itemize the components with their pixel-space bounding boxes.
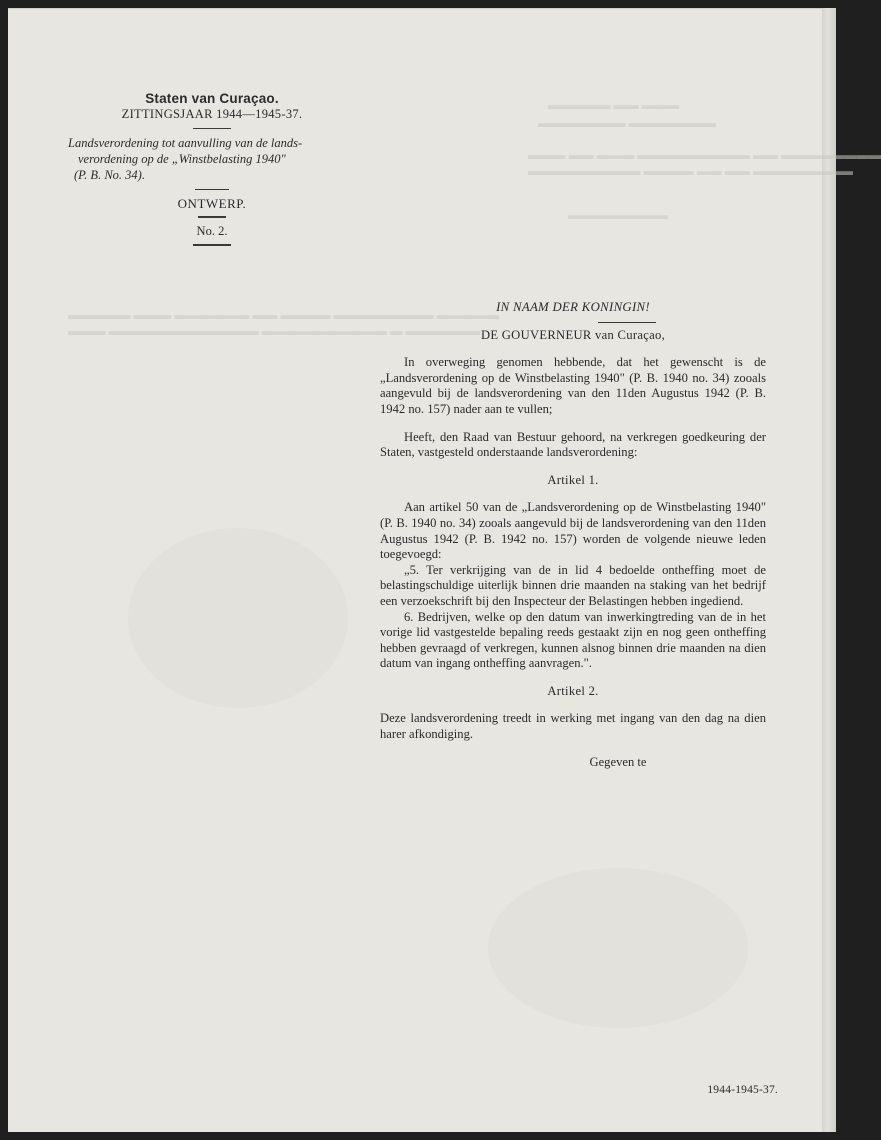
page-top-edge	[8, 8, 836, 9]
document-page	[8, 8, 881, 1132]
article-1-member-6: 6. Bedrijven, welke op den datum van inwerkingtreding van de in het vorige lid vastgestelde bepaling reeds gestaakt zijn en nog geen ontheffing hebben gevraagd of verkregen, kunnen alsnog binnen drie maanden na dien datum van ingang ontheffing aanvragen.".	[380, 609, 766, 671]
bleed-through-mark: ▬▬▬▬▬▬▬ ▬▬▬▬▬▬▬	[538, 116, 717, 130]
article-1-intro: Aan artikel 50 van de „Landsverordening op de Winstbelasting 1940" (P. B. 1940 no. 34) zooals aangevuld bij de landsverordening van den 11den Augustus 1942 (P. B. 1942 no. 157) worden de volgende nieuwe leden toegevoegd:	[380, 500, 766, 562]
draft-label: ONTWERP.	[177, 196, 247, 211]
spacer	[380, 743, 766, 755]
draft-number: No. 2.	[196, 224, 228, 238]
considering-paragraph: In overweging genomen hebbende, dat het gewenscht is de „Landsverordening op de Winstbelasting 1940" (P. B. 1940 no. 34) zooals aangevuld bij de landsverordening van den 11den Augustus 1942 (P. B. 1942 no. 157) nader aan te vullen;	[380, 355, 766, 416]
article-2-heading: Artikel 2.	[547, 683, 599, 698]
header-divider	[193, 244, 231, 246]
document-reference: 1944-1945-37.	[707, 1084, 778, 1096]
body-divider	[598, 322, 656, 323]
royal-invocation: IN NAAM DER KONINGIN!	[496, 300, 650, 314]
header-divider	[198, 216, 226, 218]
bleed-through-mark: ▬▬▬▬▬ ▬▬▬▬▬▬▬▬ ▬▬▬▬ ▬▬ ▬▬▬▬▬▬ ▬▬▬ ▬▬▬▬▬	[68, 308, 500, 322]
article-1-member-5: „5. Ter verkrijging van de in lid 4 bedoelde ontheffing moet de belastingschuldige uiterlijk binnen drie maanden na staking van het bedrijf een verzoekschrift bij den Inspecteur der Belastingen hebben ingediend.	[380, 562, 766, 608]
paper-stain	[128, 528, 348, 708]
article-1-heading: Artikel 1.	[547, 472, 599, 487]
ordinance-body	[380, 300, 766, 770]
header-divider	[195, 189, 229, 190]
enacting-paragraph: Heeft, den Raad van Bestuur gehoord, na verkregen goedkeuring der Staten, vastgesteld onderstaande landsverordening:	[380, 429, 766, 460]
spacer	[380, 461, 766, 473]
article-2-text: Deze landsverordening treedt in werking met ingang van den dag na dien harer afkondiging.	[380, 711, 766, 742]
document-header	[64, 91, 360, 251]
bill-subject-line: Landsverordening tot aanvulling van de lands-	[68, 136, 303, 150]
bill-subject-line: (P. B. No. 34).	[74, 168, 145, 182]
governor-line: DE GOUVERNEUR van Curaçao,	[480, 327, 666, 342]
bleed-through-mark: ▬▬▬▬▬▬▬▬ ▬▬ ▬▬ ▬▬▬▬ ▬▬▬▬▬▬▬▬▬	[528, 164, 853, 178]
paper-stain	[488, 868, 748, 1028]
bleed-through-mark: ▬▬▬▬▬▬ ▬ ▬▬▬▬▬▬▬▬▬▬ ▬▬▬▬▬▬▬▬▬▬▬▬ ▬▬▬	[68, 324, 481, 338]
spacer	[380, 488, 766, 500]
bleed-through-mark: ▬▬▬▬▬▬▬▬ ▬▬ ▬▬▬▬▬▬▬▬▬ ▬▬▬ ▬▬ ▬▬▬	[528, 148, 881, 162]
bill-subject-line: verordening op de „Winstbelasting 1940"	[78, 152, 286, 166]
spacer	[380, 343, 766, 355]
header-divider	[193, 128, 231, 129]
spacer	[380, 699, 766, 711]
organization-name: Staten van Curaçao.	[145, 91, 279, 106]
bill-subject	[64, 135, 360, 183]
spacer	[380, 418, 766, 430]
spacer	[380, 672, 766, 684]
session-year: ZITTINGSJAAR 1944—1945-37.	[121, 107, 303, 121]
bleed-through-mark: ▬▬▬▬▬▬▬▬	[568, 208, 668, 222]
given-at-line: Gegeven te	[589, 754, 647, 769]
bleed-through-mark: ▬▬▬ ▬▬ ▬▬▬▬▬	[548, 98, 680, 112]
